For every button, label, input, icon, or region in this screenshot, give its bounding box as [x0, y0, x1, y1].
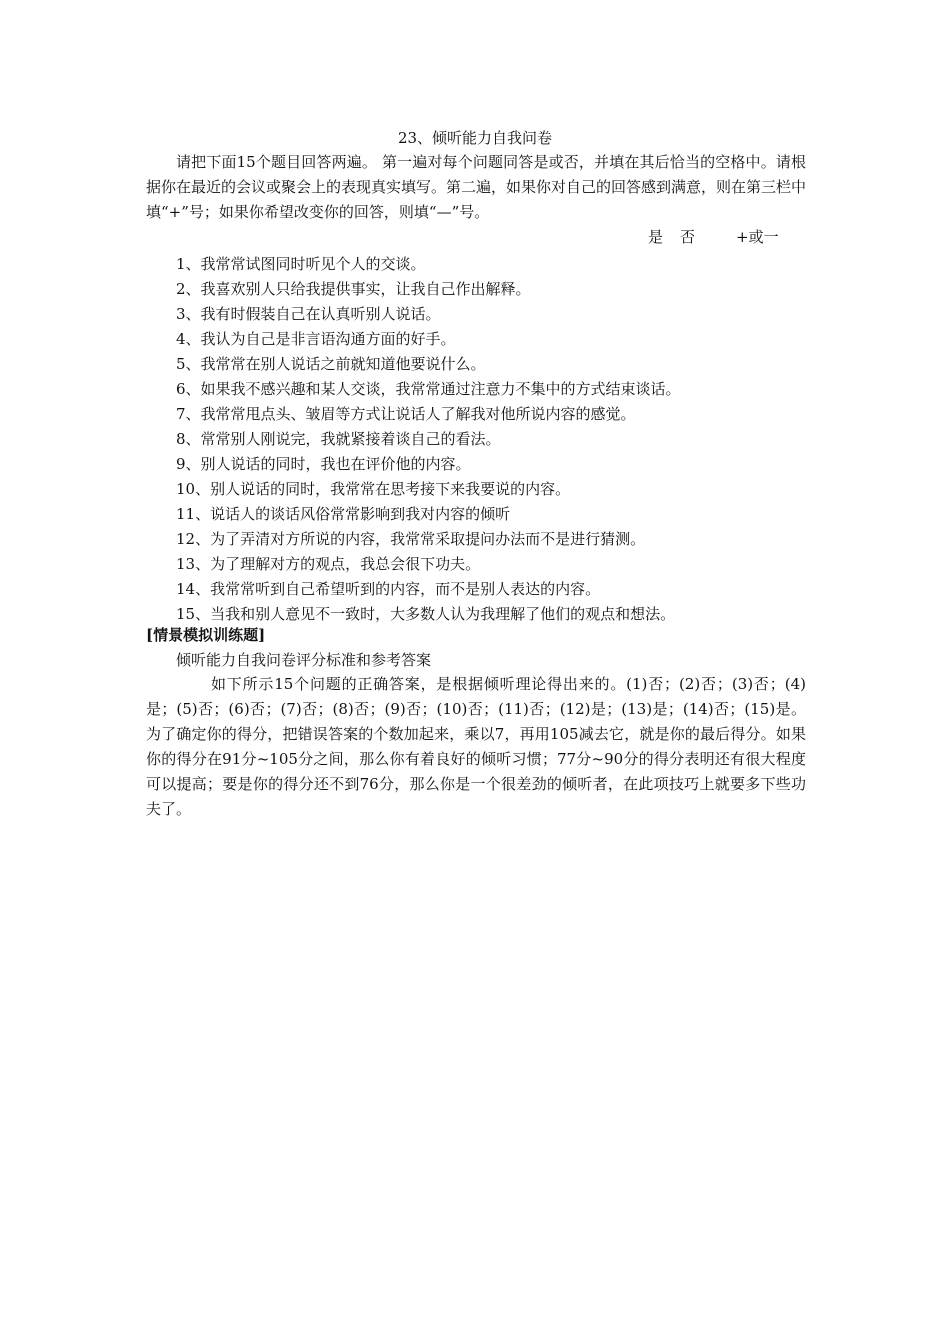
- column-yes: 是: [648, 228, 664, 246]
- intro-paragraph-block: [146, 150, 806, 225]
- page-title: 23、倾听能力自我问卷: [397, 129, 553, 147]
- question-item: 11、说话人的谈话风俗常常影响到我对内容的倾听: [176, 505, 511, 523]
- question-list: [176, 252, 681, 627]
- column-no: 否: [680, 228, 696, 246]
- column-plus-minus: +或一: [736, 228, 779, 246]
- question-item: 8、常常别人刚说完，我就紧接着谈自己的看法。: [176, 430, 501, 448]
- intro-paragraph: 请把下面15个题目回答两遍。 第一遍对每个问题同答是或否，并填在其后恰当的空格中。请根据你在最近的会议或聚会上的表现真实填写。第二遍，如果你对自己的回答感到满意，则在第三栏中填“+”号；如果你希望改变你的回答，则填“—”号。: [146, 153, 807, 221]
- answers-block: [146, 672, 806, 822]
- question-item: 7、我常常甩点头、皱眉等方式让说话人了解我对他所说内容的感觉。: [176, 405, 636, 423]
- question-item: 14、我常常听到自己希望听到的内容，而不是别人表达的内容。: [176, 580, 601, 598]
- question-item: 5、我常常在别人说话之前就知道他要说什么。: [176, 355, 486, 373]
- question-item: 4、我认为自己是非言语沟通方面的好手。: [176, 330, 456, 348]
- question-item: 12、为了弄清对方所说的内容，我常常采取提问办法而不是进行猜测。: [176, 530, 646, 548]
- question-item: 6、如果我不感兴趣和某人交谈，我常常通过注意力不集中的方式结束谈话。: [176, 380, 681, 398]
- answer-column-header: [648, 227, 779, 247]
- question-item: 3、我有时假装自己在认真听别人说话。: [176, 305, 441, 323]
- question-item: 13、为了理解对方的观点，我总会很下功夫。: [176, 555, 481, 573]
- question-item: 9、别人说话的同时，我也在评价他的内容。: [176, 455, 471, 473]
- question-item: 2、我喜欢别人只给我提供事实，让我自己作出解释。: [176, 280, 531, 298]
- question-item: 10、别人说话的同时，我常常在思考接下来我要说的内容。: [176, 480, 571, 498]
- question-item: 15、当我和别人意见不一致时，大多数人认为我理解了他们的观点和想法。: [176, 605, 676, 623]
- scoring-subheading: 倾听能力自我问卷评分标准和参考答案: [176, 651, 432, 669]
- question-item: 1、我常常试图同时听见个人的交谈。: [176, 255, 426, 273]
- section-heading: [情景模拟训练题]: [146, 626, 266, 644]
- answers-paragraph: 如下所示15个问题的正确答案，是根据倾听理论得出来的。(1)否；(2)否；(3)否；(4)是；(5)否；(6)否；(7)否；(8)否；(9)否；(10)否；(11)否；(12)是；(13)是；(14)否；(15)是。为了确定你的得分，把错误答案的个数加起来，乘以7，再用105减去它，就是你的最后得分。如果你的得分在91分~105分之间，那么你有着良好的倾听习惯；77分~90分的得分表明还有很大程度可以提高；要是你的得分还不到76分，那么你是一个很差劲的倾听者，在此项技巧上就要多下些功夫了。: [146, 675, 806, 818]
